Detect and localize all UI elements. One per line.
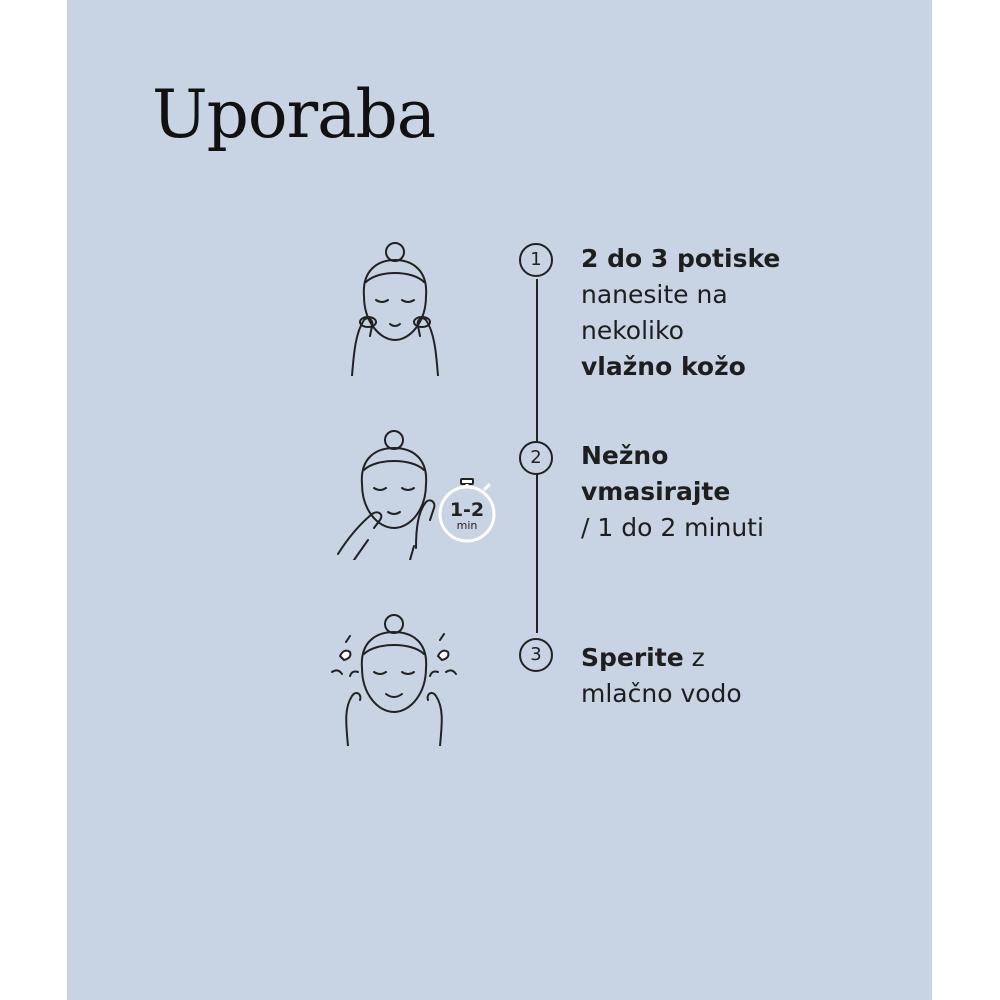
- face-rinse-icon: [328, 612, 460, 746]
- step-2-text: [581, 438, 764, 546]
- step-1-line-2: nanesite na: [581, 280, 728, 309]
- step-1-line-1: 2 do 3 potiske: [581, 244, 781, 273]
- step-2-line-1: Nežno: [581, 441, 669, 470]
- step-2-number: 2: [519, 441, 553, 475]
- face-massage-icon: [334, 428, 444, 560]
- step-3-line-2: mlačno vodo: [581, 679, 742, 708]
- step-3-text: [581, 640, 742, 712]
- timer-unit: min: [456, 519, 478, 532]
- timer-value: 1-2: [449, 499, 485, 521]
- step-1-text: [581, 241, 780, 385]
- step-1-line-4: vlažno kožo: [581, 352, 746, 381]
- page-title: Uporaba: [152, 76, 436, 153]
- step-3-line-1: Sperite z: [581, 643, 705, 672]
- step-1-number: 1: [519, 243, 553, 277]
- step-1-line-3: nekoliko: [581, 316, 684, 345]
- step-2-line-2: vmasirajte: [581, 477, 731, 506]
- face-applying-product-icon: [348, 240, 444, 376]
- step-2-line-3: / 1 do 2 minuti: [581, 513, 764, 542]
- step-3-number: 3: [519, 638, 553, 672]
